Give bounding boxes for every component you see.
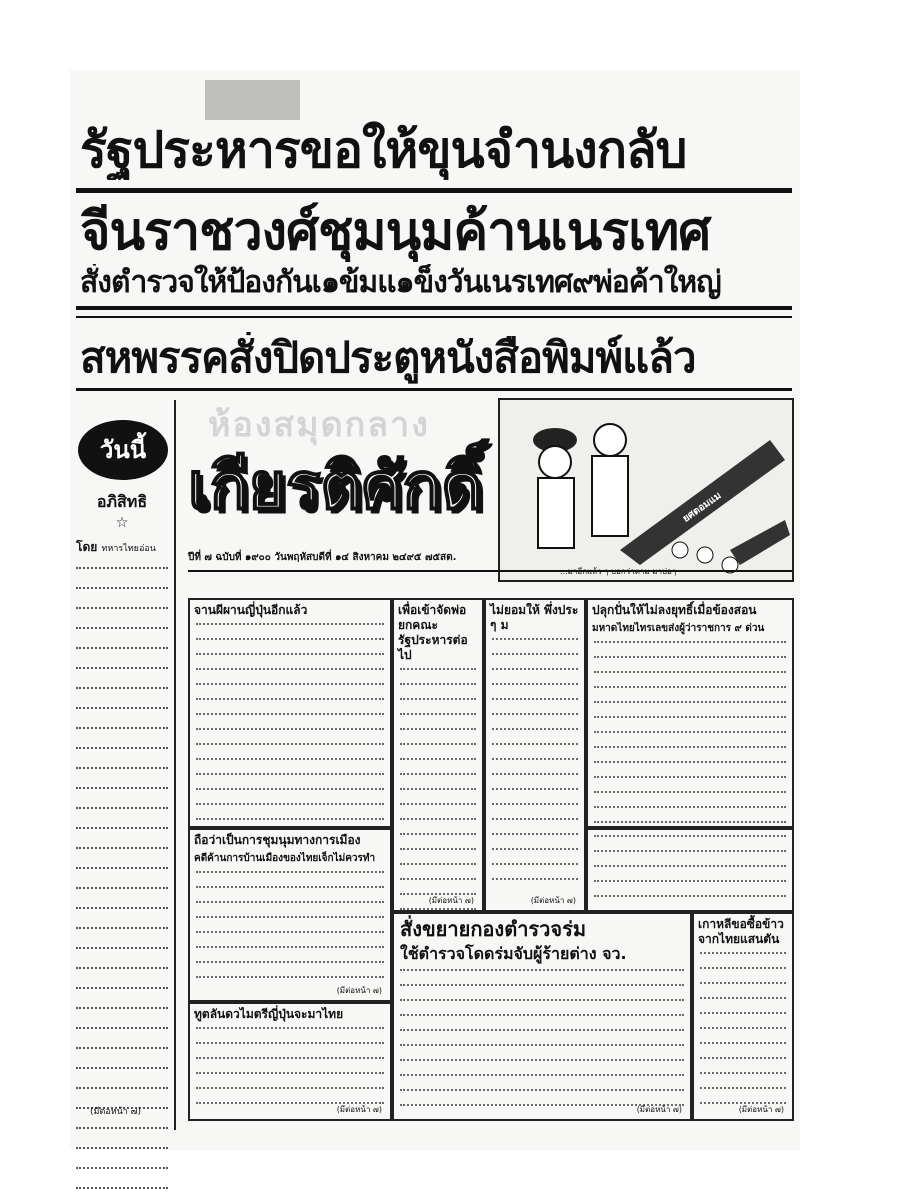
divider bbox=[76, 188, 792, 193]
divider bbox=[76, 316, 792, 318]
article-subhead: ใช้ตำรวจโดดร่มจับผู้ร้ายต่าง จว. bbox=[400, 944, 627, 963]
headline-1: รัฐประหารขอให้ขุนจำนงกลับ bbox=[80, 121, 687, 179]
headline-4: สหพรรคสั่งปิดประตูหนังสือพิมพ์แล้ว bbox=[80, 333, 696, 382]
divider bbox=[76, 306, 792, 310]
continued-note: (มีต่อหน้า ๗) bbox=[336, 1105, 382, 1114]
article bbox=[586, 828, 794, 912]
article-headline: จานผีผานญี่ปุ่นอีกแล้ว bbox=[194, 603, 308, 617]
article-subhead: คดีค้านการบ้านเมืองของไทยเจ็กไม่ควรทำ bbox=[194, 853, 376, 864]
opinion-column bbox=[70, 400, 176, 1130]
cartoon-label: ยศตอมแม bbox=[680, 490, 724, 525]
article bbox=[188, 1002, 392, 1121]
continued-note: (มีต่อหน้า ๗) bbox=[636, 1105, 682, 1114]
column-title: อภิสิทธิ bbox=[96, 492, 148, 511]
article-headline: ปลุกปั่นให้ไม่ลงยุทธิ์เมื่อข้องสอน bbox=[592, 603, 757, 617]
article-headline: สั่งขยายกองตำรวจร่ม bbox=[400, 917, 587, 941]
masthead bbox=[188, 405, 488, 545]
article-headline: เกาหลีขอซื้อข้าว จากไทยแสนตัน bbox=[698, 917, 784, 946]
continued-note: (มีต่อหน้า ๗) bbox=[336, 986, 382, 995]
headline-2: จีนราชวงศ์ชุมนุมค้านเนรเทศ bbox=[80, 202, 711, 262]
issue-line: ปีที่ ๗ ฉบับที่ ๑๙๐๐ วันพฤหัสบดีที่ ๑๔ สิงหาคม ๒๔๙๕ ๗๕สต. bbox=[188, 552, 457, 563]
newspaper-page bbox=[70, 70, 800, 1150]
article bbox=[188, 598, 392, 828]
article-headline: ถือว่าเป็นการชุมนุมทางการเมือง bbox=[194, 833, 361, 847]
article bbox=[484, 598, 586, 912]
newspaper-title: เกียรติศักดิ์ bbox=[188, 449, 483, 524]
article bbox=[692, 912, 794, 1121]
article-headline: ทูตลันดวไมตรีญี่ปุ่นจะมาไทย bbox=[194, 1007, 344, 1021]
political-cartoon bbox=[498, 398, 794, 582]
library-watermark: ห้องสมุดกลาง bbox=[208, 405, 430, 445]
article bbox=[586, 598, 794, 828]
column-logo: วันนี้ bbox=[78, 420, 168, 480]
article bbox=[392, 912, 692, 1121]
continued-note: (มีต่อหน้า ๗) bbox=[530, 896, 576, 905]
article-headline: ไม่ยอมให้ พึ่งประ ๆ ม bbox=[490, 603, 579, 632]
divider bbox=[188, 570, 792, 572]
headline-3: สั่งตำรวจให้ป้องกันเ๑ข้มแ๑ข็งวันเนรเทศ๙พ่อค้าใหญ่ bbox=[80, 265, 721, 300]
star-icon: ☆ bbox=[115, 515, 129, 531]
divider bbox=[76, 388, 792, 391]
article bbox=[392, 598, 484, 912]
cartoon-drawing bbox=[500, 400, 792, 580]
article bbox=[188, 828, 392, 1002]
continued-note: (มีต่อหน้า ๗) bbox=[738, 1105, 784, 1114]
continued-note: (มีต่อหน้า ๗) bbox=[428, 896, 474, 905]
ink-smudge bbox=[205, 80, 300, 120]
column-byline: โดย ทหารไทยอ่อน bbox=[76, 540, 156, 554]
continued-note: (มีต่อหน้า ๗) bbox=[90, 1107, 141, 1117]
article-subhead: มหาดไทยไทรเลขส่งผู้ว่าราชการ ๙ ด่วน bbox=[592, 623, 765, 634]
article-headline: เพื่อเข้าจัดพ่อยกคณะรัฐประหารต่อไป bbox=[398, 603, 468, 662]
